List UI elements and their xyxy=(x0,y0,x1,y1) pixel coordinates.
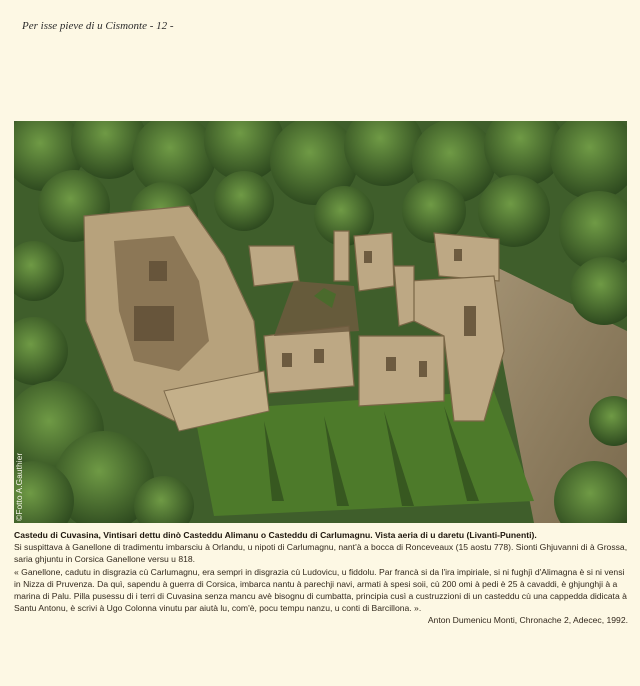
caption-quote: « Ganellone, cadutu in disgrazia cù Carlumagnu, era sempri in disgrazia cù Ludovicu, u fiddolu. Par francà si da l'ira impiriale, si ni fughjì d'Alimagna è si ni vensi in Nizza di Pruvenza. Da quì, sapendu à guerra di Corsica, imbarca nantu à parechji navi, armati à spesi soii, cù 200 omi à pedi è 25 à cavaddi, è ghjunghji à a marina di Palu. Pilla pusessu di i terri di Cuvasina senza mancu avè bisognu di cumbatta, principia cusì a custruzzioni di un casteddu cù una cappedda didicata à Santu Antonu, è scrivi à Ugo Colonna vinutu par aiutà lu, com'è, pocu tempu nanzu, u conti di Barcillona. ». xyxy=(14,566,627,614)
caption-paragraph: Si suspittava à Ganellone di tradimentu imbarsciu à Orlandu, u nipoti di Carlumagnu, nant'à a bocca di Ronceveaux (15 aostu 778). Sionti Ghjuvanni di à Grossa, saria ghjuntu in Corsica Ganellone versu u 818. xyxy=(14,542,628,565)
aerial-photo xyxy=(14,121,627,523)
caption-source: Anton Dumenicu Monti, Chronache 2, Adecec, 1992. xyxy=(427,615,628,626)
page-header: Per isse pieve di u Cismonte - 12 - xyxy=(22,20,174,32)
caption-title: Castedu di Cuvasina, Vintisari dettu dinò Casteddu Alimanu o Casteddu di Carlumagnu. Vista aeria di u daretu (Livanti-Punenti). xyxy=(14,530,537,540)
caption-block xyxy=(14,529,628,627)
castle-ruins-illustration xyxy=(14,121,627,523)
photo-credit: ©Fotto A.Gauthier xyxy=(14,452,24,521)
